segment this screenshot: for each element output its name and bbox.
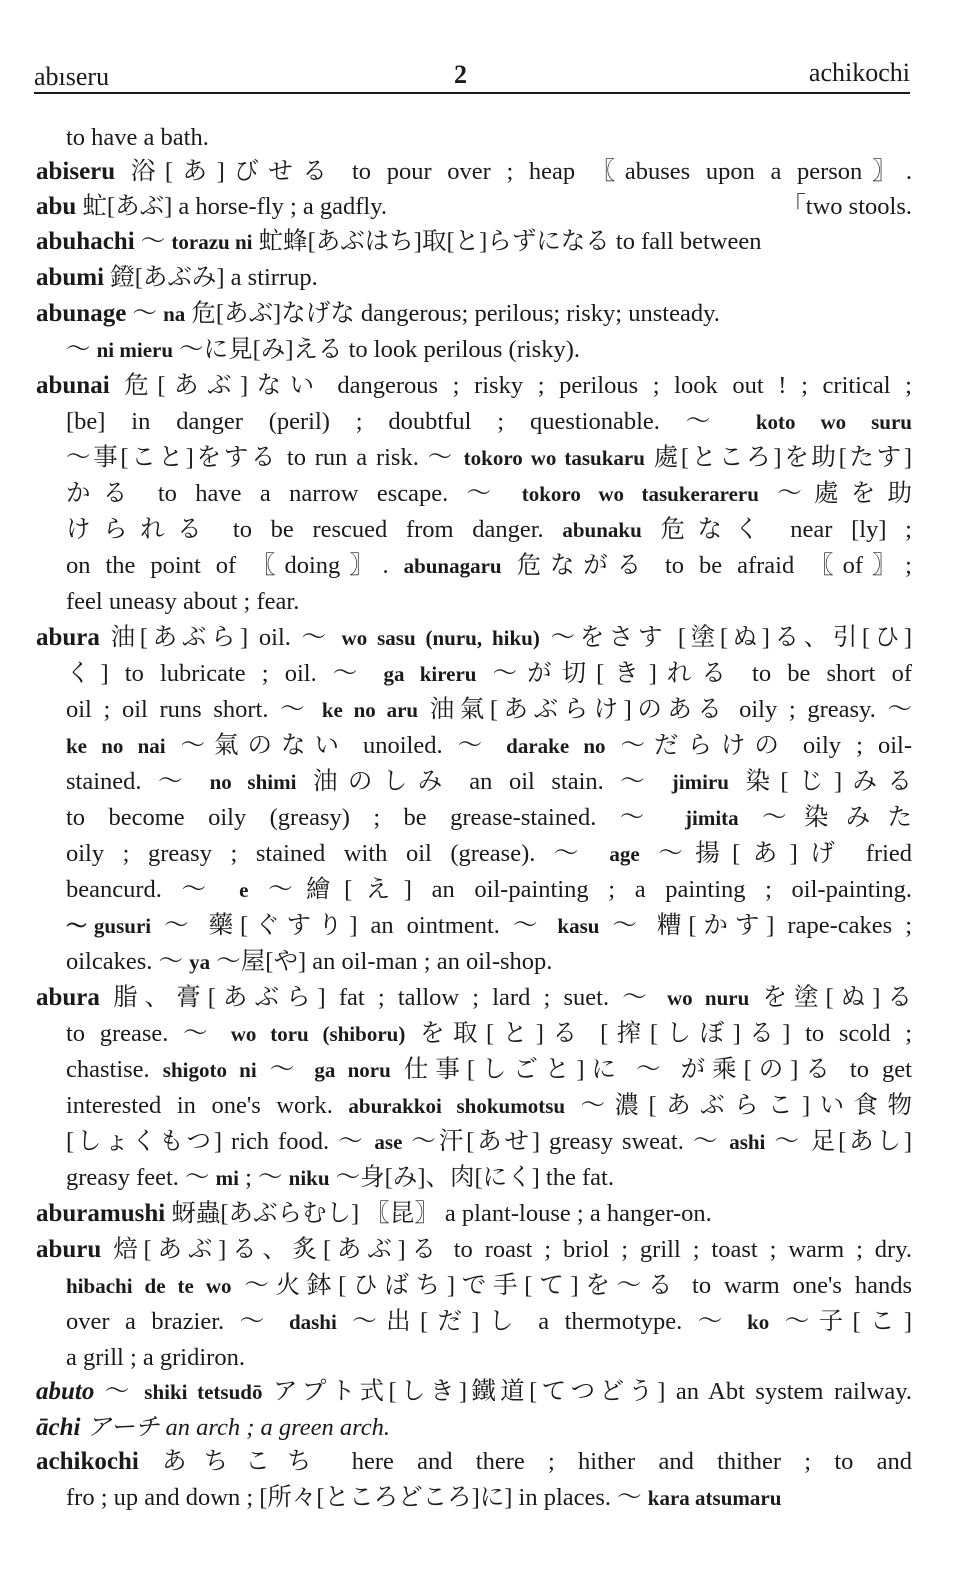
romaji-phrase: ashi xyxy=(729,1130,766,1154)
romaji-phrase: darake no xyxy=(506,734,606,758)
romaji-phrase: niku xyxy=(288,1166,330,1190)
headword: aburamushi xyxy=(36,1200,166,1227)
entry-line xyxy=(66,944,912,980)
entry-line xyxy=(66,1160,912,1196)
romaji-phrase: ya xyxy=(189,950,211,974)
definition-text: 油のしみ an oil stain. ～ xyxy=(296,768,672,795)
definition-text: 危ながる to be afraid 〖of〗; xyxy=(501,552,912,579)
entry-line xyxy=(36,1374,912,1410)
definition-text: feel uneasy about ; fear. xyxy=(66,588,300,615)
definition-text: ～ 足[あし] xyxy=(765,1128,912,1155)
entry-line xyxy=(66,1052,912,1088)
definition-text: 焙[あぶ]る、炙[あぶ]る to roast ; briol ; grill ; toast ; warm ; dry. xyxy=(101,1236,912,1263)
romaji-phrase: kasu xyxy=(557,914,600,938)
romaji-phrase: wo nuru xyxy=(666,986,750,1010)
definition-text: ～が切[き]れる to be short of xyxy=(476,660,912,687)
romaji-phrase: kara atsumaru xyxy=(647,1486,782,1510)
definition-text: a grill ; a gridiron. xyxy=(66,1344,245,1371)
definition-text: to become oily (greasy) ; be grease-stained. ～ xyxy=(66,804,686,831)
definition-text: ～ xyxy=(94,1378,145,1405)
entry-line xyxy=(66,728,912,764)
romaji-phrase: na xyxy=(163,302,186,326)
romaji-phrase: wo sasu (nuru, hiku) xyxy=(341,626,540,650)
definition-text: ～處を助 xyxy=(758,480,912,507)
definition-text: oilcakes. ～ xyxy=(66,948,190,975)
definition-text: 危[あぶ]なげな dangerous; perilous; risky; unsteady. xyxy=(185,300,720,327)
entry-line xyxy=(66,1480,912,1516)
entry-line xyxy=(66,548,912,584)
romaji-phrase: ～gusuri xyxy=(66,914,152,938)
definition-text: を塗[ぬ]る xyxy=(749,984,912,1011)
romaji-phrase: shigoto ni xyxy=(162,1058,257,1082)
romaji-phrase: hibachi de te wo xyxy=(66,1274,232,1298)
definition-text: oily ; greasy ; stained with oil (grease). ～ xyxy=(66,840,610,867)
headword: abunai xyxy=(36,372,110,399)
definition-text: 浴[あ]びせる to pour over ; heap 〖abuses upon a person〗. xyxy=(115,158,912,185)
entry-line xyxy=(66,332,912,368)
definition-text: ～汗[あせ] greasy sweat. ～ xyxy=(402,1128,730,1155)
definition-text: アーチ an arch ; a green arch. xyxy=(80,1414,390,1441)
definition-text: to grease. ～ xyxy=(66,1020,231,1047)
entry-line xyxy=(66,404,912,440)
definition-text: 蚜蟲[あぶらむし] 〖昆〗 a plant-louse ; a hanger-on. xyxy=(165,1200,712,1227)
romaji-phrase: age xyxy=(609,842,640,866)
entry-line xyxy=(66,800,912,836)
entry-line xyxy=(66,512,912,548)
definition-text: ～身[み]、肉[にく] the fat. xyxy=(329,1164,614,1191)
entry-line xyxy=(66,1304,912,1340)
definition-text: ～繪[え] an oil-painting ; a painting ; oil-painting. xyxy=(248,876,912,903)
definition-text: greasy feet. ～ xyxy=(66,1164,216,1191)
headword: abunage xyxy=(36,300,127,327)
definition-text: [be] in danger (peril) ; doubtful ; questionable. ～ xyxy=(66,408,756,435)
entry-line xyxy=(66,656,912,692)
entry-line xyxy=(66,1268,912,1304)
romaji-phrase: torazu ni xyxy=(171,230,253,254)
header-right-guide-word: achikochi xyxy=(808,58,910,87)
definition-text: 危なく near [ly] ; xyxy=(641,516,912,543)
definition-text: 染[じ]みる xyxy=(728,768,912,795)
romaji-phrase: abunagaru xyxy=(403,554,502,578)
definition-text: chastise. xyxy=(66,1056,163,1083)
entry-line xyxy=(36,189,912,225)
headword: abura xyxy=(36,984,100,1011)
definition-text: ; ～ xyxy=(238,1164,289,1191)
headword: abuhachi xyxy=(36,228,135,255)
definition-text: ～をさす [塗[ぬ]る、引[ひ] xyxy=(539,624,912,651)
entry-line xyxy=(66,1340,912,1376)
definition-text: 危[あぶ]ない dangerous ; risky ; perilous ; look out ! ; critical ; xyxy=(109,372,912,399)
romaji-phrase: e xyxy=(239,878,249,902)
entry-line xyxy=(36,224,912,260)
definition-text: ～事[こと]をする to run a risk. ～ xyxy=(66,444,464,471)
definition-text: 處[ところ]を助[たす] xyxy=(644,444,912,471)
romaji-phrase: tokoro wo tasukerareru xyxy=(521,482,759,506)
entry-line xyxy=(36,1444,912,1480)
definition-text: fro ; up and down ; [所々[ところどころ]に] in places. ～ xyxy=(66,1484,648,1511)
entry-line xyxy=(66,908,912,944)
definition-text: ～ xyxy=(134,228,172,255)
entry-line xyxy=(36,980,912,1016)
entry-line xyxy=(36,296,912,332)
entry-line xyxy=(36,154,912,190)
romaji-phrase: jimiru xyxy=(671,770,729,794)
entry-line xyxy=(36,620,912,656)
romaji-phrase: ke no nai xyxy=(66,734,166,758)
definition-text: [しょくもつ] rich food. ～ xyxy=(66,1128,375,1155)
headword: āchi xyxy=(36,1414,81,1441)
definition-text: to have a bath. xyxy=(66,124,209,151)
definition-text: ～出[だ]し a thermotype. ～ xyxy=(336,1308,748,1335)
definition-text: ～揚[あ]げ fried xyxy=(639,840,912,867)
definition-text: 脂、膏[あぶら] fat ; tallow ; lard ; suet. ～ xyxy=(99,984,667,1011)
definition-text: 虻蜂[あぶはち]取[と]らずになる to fall between xyxy=(252,228,762,255)
entry-line xyxy=(66,692,912,728)
entry-line xyxy=(36,1196,912,1232)
entry-line xyxy=(66,1124,912,1160)
romaji-phrase: ke no aru xyxy=(321,698,419,722)
romaji-phrase: dashi xyxy=(288,1310,337,1334)
definition-text: 油氣[あぶらけ]のある oily ; greasy. ～ xyxy=(418,696,912,723)
headword: abura xyxy=(36,624,100,651)
definition-text: アプト式[しき]鐵道[てつどう] an Abt system railway. xyxy=(262,1378,912,1405)
headword: achikochi xyxy=(36,1448,139,1475)
definition-text: ～ 藥[ぐすり] an ointment. ～ xyxy=(151,912,558,939)
definition-text: interested in one's work. xyxy=(66,1092,349,1119)
entry-line xyxy=(66,764,912,800)
definition-text: 虻[あぶ] a horse-fly ; a gadfly. xyxy=(76,193,388,220)
romaji-phrase: ni mieru xyxy=(96,338,174,362)
definition-text: ～ xyxy=(256,1056,315,1083)
headword: aburu xyxy=(36,1236,102,1263)
definition-text: く] to lubricate ; oil. ～ xyxy=(66,660,384,687)
definition-text: oil ; oil runs short. ～ xyxy=(66,696,322,723)
definition-text: over a brazier. ～ xyxy=(66,1308,289,1335)
definition-text: ～ xyxy=(66,336,97,363)
entry-line xyxy=(36,1232,912,1268)
definition-text: ～ xyxy=(126,300,164,327)
entry-line xyxy=(66,120,912,156)
romaji-phrase: mi xyxy=(215,1166,239,1190)
entry-line xyxy=(66,1088,912,1124)
definition-text: ～濃[あぶらこ]い食物 xyxy=(565,1092,912,1119)
definition-text: 油[あぶら] oil. ～ xyxy=(99,624,342,651)
definition-text: ～だらけの oily ; oil- xyxy=(605,732,912,759)
entry-line xyxy=(66,440,912,476)
romaji-phrase: ga noru xyxy=(314,1058,391,1082)
carryover-text: 「two stools. xyxy=(781,193,912,220)
header-left-guide-word: abıseru xyxy=(34,62,110,91)
romaji-phrase: ga kireru xyxy=(383,662,477,686)
definition-text: ～に見[み]える to look perilous (risky). xyxy=(173,336,580,363)
definition-text: stained. ～ xyxy=(66,768,210,795)
headword: abuto xyxy=(36,1378,95,1405)
entry-line xyxy=(66,476,912,512)
romaji-phrase: abunaku xyxy=(562,518,642,542)
definition-text: かる to have a narrow escape. ～ xyxy=(66,480,522,507)
page-number: 2 xyxy=(454,60,467,89)
romaji-phrase: shiki tetsudō xyxy=(144,1380,263,1404)
entry-line xyxy=(36,260,912,296)
definition-text: on the point of 〖doing〗. xyxy=(66,552,404,579)
definition-text: beancurd. ～ xyxy=(66,876,240,903)
definition-text: ～氣のない unoiled. ～ xyxy=(165,732,507,759)
definition-text: ～ 糟[かす] rape-cakes ; xyxy=(599,912,912,939)
definition-text: ～火鉢[ひばち]で手[て]を～る to warm one's hands xyxy=(231,1272,912,1299)
definition-text: ～染みた xyxy=(738,804,912,831)
romaji-phrase: tokoro wo tasukaru xyxy=(463,446,645,470)
entry-line xyxy=(36,1410,912,1446)
entry-line xyxy=(66,1016,912,1052)
definition-text: 鐙[あぶみ] a stirrup. xyxy=(104,264,318,291)
romaji-phrase: ko xyxy=(747,1310,770,1334)
entry-line xyxy=(36,368,912,404)
entry-line xyxy=(66,836,912,872)
definition-text: を取[と]る [搾[しぼ]る] to scold ; xyxy=(405,1020,912,1047)
entry-line xyxy=(66,872,912,908)
romaji-phrase: jimita xyxy=(685,806,739,830)
romaji-phrase: no shimi xyxy=(209,770,297,794)
definition-text: あちこち here and there ; hither and thither ; to and xyxy=(138,1448,912,1475)
definition-text: ～子[こ] xyxy=(769,1308,912,1335)
headword: abiseru xyxy=(36,158,116,185)
romaji-phrase: ase xyxy=(374,1130,403,1154)
romaji-phrase: wo toru (shiboru) xyxy=(230,1022,406,1046)
definition-text: 仕事[しごと]に ～ が乘[の]る to get xyxy=(390,1056,912,1083)
romaji-phrase: aburakkoi shokumotsu xyxy=(348,1094,566,1118)
romaji-phrase: koto wo suru xyxy=(755,410,912,434)
definition-text: けられる to be rescued from danger. xyxy=(66,516,563,543)
headword: abu xyxy=(36,193,77,220)
entry-line xyxy=(66,584,912,620)
definition-text: ～屋[や] an oil-man ; an oil-shop. xyxy=(210,948,553,975)
headword: abumi xyxy=(36,264,105,291)
